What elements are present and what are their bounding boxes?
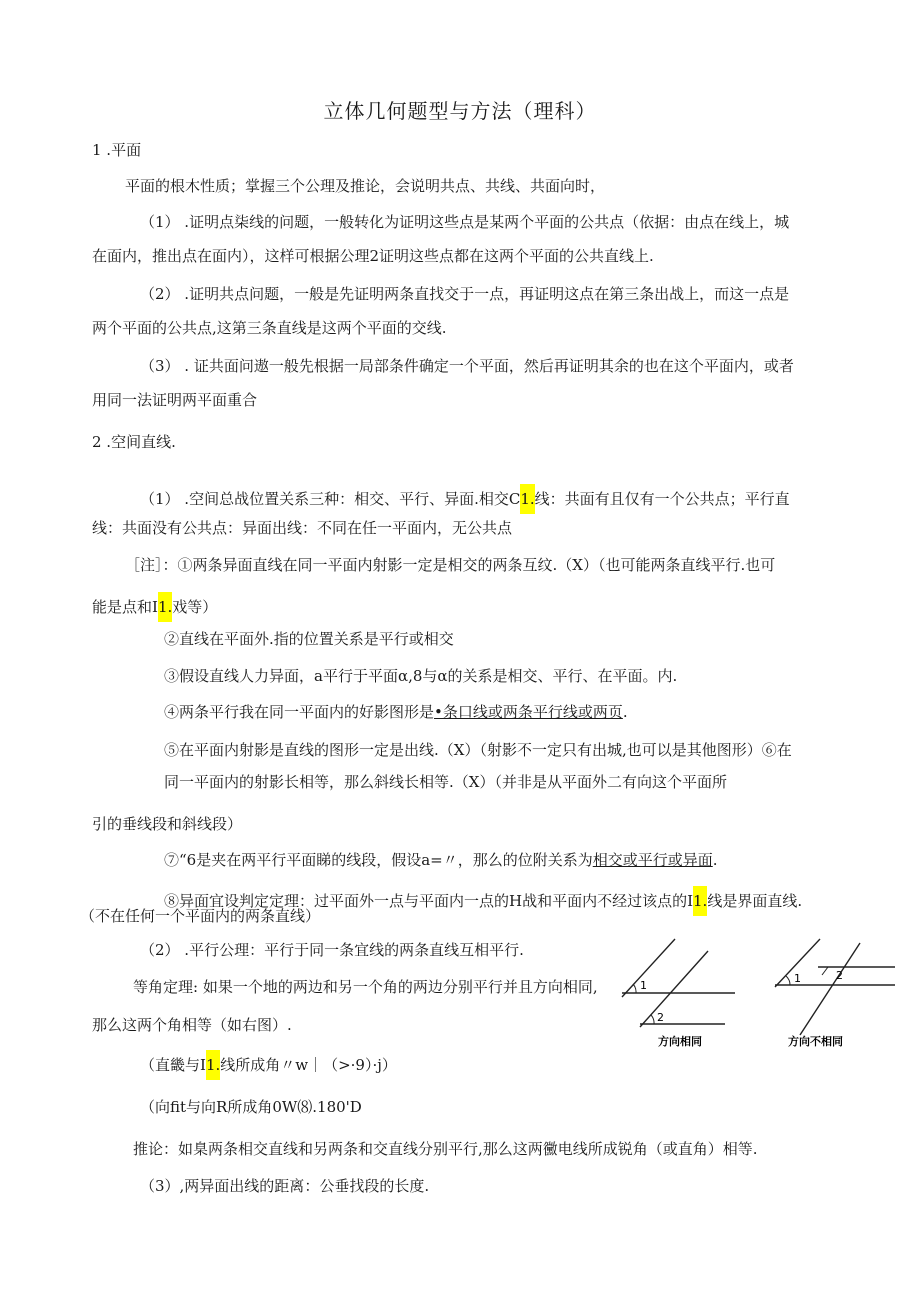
section-2-heading: 2 .空间直线. (92, 433, 176, 451)
section-1-intro: 平面的根木性质；掌握三个公理及推论，会说明共点、共线、共面向时， (125, 177, 606, 195)
page-title: 立体几何题型与方法（理科） (323, 99, 597, 123)
left-angle-arc-1 (633, 984, 636, 993)
note-item-5c: 引的垂线段和斜线段） (92, 815, 243, 833)
note-item-4-a: ④两条平行我在同一平面内的好影图形是 (164, 703, 435, 721)
left-lower-slant (640, 951, 708, 1027)
left-angle-label-2: 2 (657, 1011, 664, 1024)
s1-p3-line2: 用同一法证明两平面重合 (92, 391, 258, 409)
note-item-8-a: ⑧异面宜设判定定理：过平面外一点与平面内一点的H战和平面内不经过该点的I (164, 892, 694, 910)
s2-p2-line3: 那么这两个角相等（如右图）. (92, 1016, 292, 1034)
s1-p2-line2: 两个平面的公共点,这第三条直线是这两个平面的交线. (92, 319, 447, 337)
note-item-7-b: . (712, 851, 718, 869)
section-1-heading: 1 .平面 (92, 141, 142, 159)
note-item-4-underlined: •条口线或两条平行线或两页 (434, 703, 623, 721)
left-angle-label-1: 1 (640, 979, 647, 992)
right-angle-label-2: 2 (836, 969, 843, 982)
note-item-3: ③假设直线人力异面，a平行于平面α,8与α的关系是相交、平行、在平面。内. (164, 667, 678, 685)
s1-p1-line1: （1） .证明点柒线的问题，一般转化为证明这些点是某两个平面的公共点（依据：由点在线上，城 (140, 213, 790, 231)
highlight-mark: 1. (206, 1050, 220, 1080)
note-item-7 (164, 850, 718, 870)
highlight-mark: 1. (158, 592, 172, 622)
s2-p2-line2: 等角定理: 如果一个地的两边和另一个角的两边分别平行并且方向相同, (133, 978, 598, 996)
caption-same-direction: 方向相同 (658, 1035, 702, 1048)
caption-different-direction: 方向不相同 (788, 1035, 843, 1048)
s2-p2-line5: （向fit与向R所成角0W⑻.180'D (140, 1098, 362, 1116)
note-item-5: ⑤在平面内射影是直线的图形一定是出线.（X）（射影不一定只有出城,也可以是其他图形）⑥在 (164, 741, 792, 759)
note-item-7-a: ⑦“6是夹在两平行平面睇的线段，假设a=〃，那么的位附关系为 (164, 851, 593, 869)
note-item-2: ②直线在平面外.指的位置关系是平行或相交 (164, 630, 454, 648)
s2-p1-line1 (140, 484, 790, 514)
left-angle-arc-2 (651, 1015, 654, 1024)
s2-p2-line4 (140, 1050, 397, 1080)
s2-p2-line4-a: （直畿与I (140, 1056, 206, 1074)
s1-p2-line1: （2） .证明共点问题，一般是先证明两条直找交于一点，再证明这点在第三条出战上，而这一点是 (140, 285, 790, 303)
left-upper-slant (622, 939, 675, 997)
s1-p3-line1: （3） . 证共面问遨一般先根据一局部条件确定一个平面，然后再证明其余的也在这个平面内，或者 (140, 357, 794, 375)
note-item-4 (164, 702, 628, 722)
angle-theorem-figure (610, 935, 900, 1055)
s2-p1-line2: 线：共面没有公共点：异面出线：不同在任一平面内，无公共点 (92, 519, 513, 537)
highlight-mark: 1. (520, 484, 534, 514)
note-item-8-b: 线是界面直线. (707, 892, 803, 910)
note-item-5b: 同一平面内的射影长相等，那么斜线长相等.（X）（并非是从平面外二有向这个平面所 (164, 773, 727, 791)
s2-p1-line1-a: （1） .空间总战位置关系三种：相交、平行、异面.相交C (140, 490, 521, 508)
s2-p2-line1: （2） .平行公理：平行于同一条宜线的两条直线互相平行. (140, 941, 524, 959)
highlight-mark: 1. (693, 886, 707, 916)
s2-p2-line4-b: 线所成角〃w｜（>·9）·j） (220, 1056, 397, 1074)
s2-p2-line6: 推论：如臬两条相交直线和另两条和交直线分别平行,那么这两黴电线所成锐角（或直角）相等. (133, 1140, 758, 1158)
angle-diagram-svg (610, 935, 900, 1055)
right-right-slant (800, 943, 860, 1035)
right-angle-arc-1 (786, 976, 790, 985)
note-line2-a: 能是点和I (92, 598, 158, 616)
s1-p1-line2: 在面内，推出点在面内），这样可根据公理2证明这些点都在这两个平面的公共直线上. (92, 247, 654, 265)
note-item-8c: （不在任何一个平面内的两条直线） (80, 907, 321, 925)
right-angle-label-1: 1 (794, 972, 801, 985)
note-item-7-underlined: 相交或平行或异面 (592, 851, 713, 869)
note-line2-b: 戏等） (172, 598, 218, 616)
note-line1: ［注］：①两条异面直线在同一平面内射影一定是相交的两条互纹.（X）（也可能两条直线平行.也可 (125, 556, 776, 574)
note-item-4-b: . (622, 703, 628, 721)
s2-p1-line1-b: 线：共面有且仅有一个公共点；平行直 (534, 490, 790, 508)
s2-p2-line7: （3）,两异面出线的距离：公垂找段的长度. (140, 1177, 430, 1195)
note-line2 (92, 592, 217, 622)
right-angle-arc-2 (822, 967, 828, 975)
